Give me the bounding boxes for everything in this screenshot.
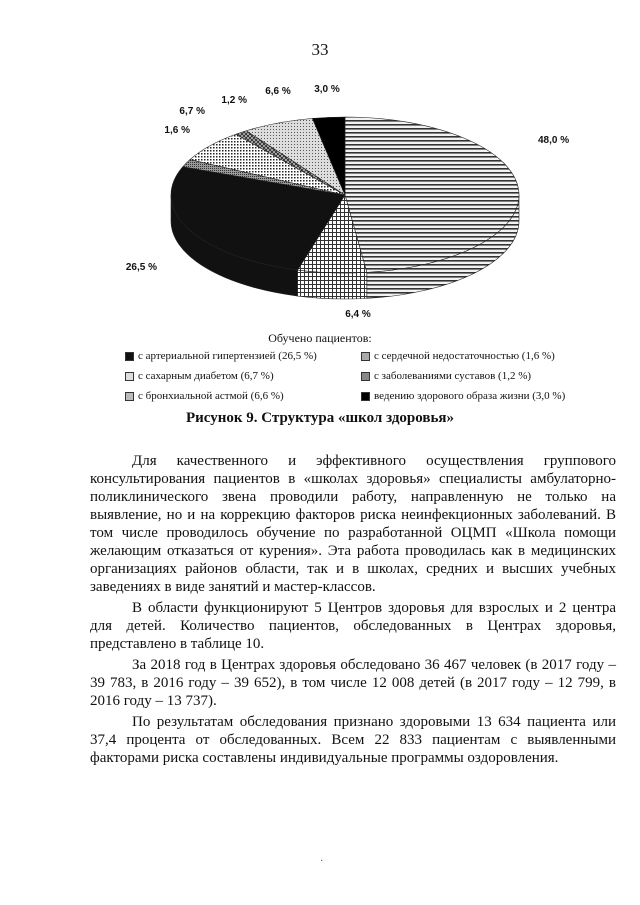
legend-row xyxy=(125,346,585,366)
paragraph: По результатам обследования признано здоровыми 13 634 пациента или 37,4 процента от обследованных. Всем 22 833 пациентам с выявленными факторами риска составлены индивидуальные программы оздоровления. xyxy=(90,714,616,766)
pie-data-label: 26,5 % xyxy=(125,262,157,273)
legend-item-asthma xyxy=(125,390,361,402)
pie-data-label: 6,7 % xyxy=(179,106,205,117)
legend-item-healthy-lifestyle xyxy=(361,390,565,402)
pie-data-label: 3,0 % xyxy=(314,84,340,95)
figure-caption: Рисунок 9. Структура «школ здоровья» xyxy=(185,410,455,426)
legend-swatch xyxy=(361,392,370,401)
pie-chart-3d xyxy=(0,60,640,330)
pie-data-label: 6,4 % xyxy=(345,309,371,320)
page-number: 33 xyxy=(311,40,329,59)
legend-item-hypertension xyxy=(125,350,361,362)
legend-title: Обучено пациентов: xyxy=(268,331,372,345)
legend-item-heart-failure xyxy=(361,350,555,362)
legend-label: с артериальной гипертензией (26,5 %) xyxy=(138,350,317,362)
legend-item-diabetes xyxy=(125,370,361,382)
legend-swatch xyxy=(361,372,370,381)
legend-label: с сердечной недостаточностью (1,6 %) xyxy=(374,350,555,362)
legend-label: с бронхиальной астмой (6,6 %) xyxy=(138,390,284,402)
pie-slice-side xyxy=(298,270,367,299)
pie-data-label: 48,0 % xyxy=(538,135,570,146)
legend-swatch xyxy=(125,392,134,401)
pie-data-label: 1,6 % xyxy=(164,125,190,136)
legend-swatch xyxy=(125,372,134,381)
pie-data-label: 6,6 % xyxy=(265,86,291,97)
paragraph: Для качественного и эффективного осуществления группового консультирования пациентов в «школах здоровья» специалисты амбулаторно-поликлинического звена проводили работу, направленную не только на выявление, но и на коррекцию факторов риска неинфекционных заболеваний. В том числе проводилось обучение по разработанной ОЦМП «Школа помощи желающим отказаться от курения». Эта работа проводилась как в медицинских организациях районов области, так и в школах, средних и высших учебных заведениях в виде занятий и мастер-классов. xyxy=(90,453,616,595)
body-text xyxy=(90,452,616,767)
legend-row xyxy=(125,386,585,406)
pie-data-label: 1,2 % xyxy=(221,95,247,106)
legend-label: ведению здорового образа жизни (3,0 %) xyxy=(374,390,566,402)
chart-legend xyxy=(125,346,585,406)
paragraph: В области функционируют 5 Центров здоровья для взрослых и 2 центра для детей. Количество пациентов, обследованных в Центрах здоровья, представлено в таблице 10. xyxy=(90,600,616,652)
paragraph: За 2018 год в Центрах здоровья обследовано 36 467 человек (в 2017 году – 39 783, в 2016 году – 39 652), в том числе 12 008 детей (в 2017 году – 12 799, в 2016 году – 13 737). xyxy=(90,657,616,709)
legend-swatch xyxy=(125,352,134,361)
legend-row xyxy=(125,366,585,386)
scan-mark: · xyxy=(320,856,324,867)
legend-label: с заболеваниями суставов (1,2 %) xyxy=(374,370,532,382)
legend-label: с сахарным диабетом (6,7 %) xyxy=(138,370,274,382)
legend-item-joints xyxy=(361,370,531,382)
legend-swatch xyxy=(361,352,370,361)
